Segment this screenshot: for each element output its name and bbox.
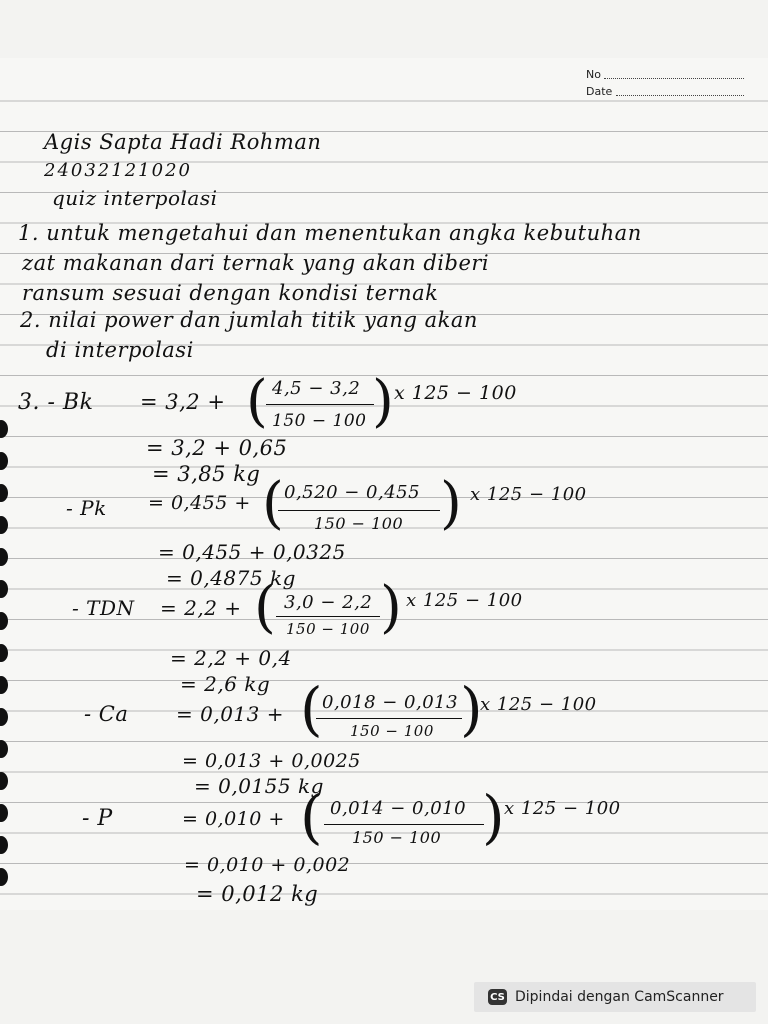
ca-numerator: 0,018 − 0,013: [322, 692, 459, 713]
tdn-label: - TDN: [72, 596, 135, 620]
p-step: = 0,010 + 0,002: [184, 854, 351, 876]
pk-open-paren: (: [262, 471, 284, 536]
scanner-text: Dipindai dengan CamScanner: [515, 989, 724, 1005]
answer-2-line-2: di interpolasi: [46, 338, 194, 362]
no-label: No: [586, 68, 601, 81]
ca-step: = 0,013 + 0,0025: [182, 750, 361, 772]
no-field-line: [604, 78, 744, 79]
pk-multiplier: x 125 − 100: [470, 484, 587, 505]
answer-2-line-1: 2. nilai power dan jumlah titik yang akan: [20, 308, 478, 332]
student-id: 24032121020: [44, 160, 192, 181]
tdn-result: = 2,6 kg: [180, 672, 271, 696]
bk-lhs: = 3,2 +: [140, 390, 226, 414]
date-label: Date: [586, 85, 613, 98]
bk-close-paren: ): [372, 369, 394, 434]
p-result: = 0,012 kg: [196, 882, 319, 906]
camscanner-watermark: [474, 982, 756, 1012]
tdn-multiplier: x 125 − 100: [406, 590, 523, 611]
pk-close-paren: ): [440, 471, 462, 536]
p-label: - P: [82, 806, 113, 831]
bk-label: 3. - Bk: [18, 390, 94, 415]
tdn-close-paren: ): [380, 575, 402, 640]
bk-step: = 3,2 + 0,65: [146, 436, 288, 460]
answer-1-line-2: zat makanan dari ternak yang akan diberi: [22, 251, 490, 275]
pk-denominator: 150 − 100: [314, 514, 404, 533]
bk-fraction-bar: [266, 404, 374, 405]
ca-lhs: = 0,013 +: [176, 702, 284, 726]
ca-open-paren: (: [300, 675, 323, 743]
bk-result: = 3,85 kg: [152, 462, 261, 486]
bk-multiplier: x 125 − 100: [394, 382, 517, 404]
pk-numerator: 0,520 − 0,455: [284, 482, 421, 503]
ca-label: - Ca: [84, 702, 129, 726]
quiz-title: quiz interpolasi: [52, 186, 218, 210]
pk-label: - Pk: [66, 496, 107, 520]
bk-denominator: 150 − 100: [272, 411, 367, 431]
ca-denominator: 150 − 100: [350, 722, 434, 740]
ca-result: = 0,0155 kg: [194, 774, 324, 798]
pk-lhs: = 0,455 +: [148, 492, 251, 514]
ca-close-paren: ): [460, 675, 483, 743]
p-open-paren: (: [300, 783, 323, 851]
pk-step: = 0,455 + 0,0325: [158, 540, 346, 564]
bk-numerator: 4,5 − 3,2: [272, 378, 361, 399]
ca-multiplier: x 125 − 100: [480, 694, 597, 715]
tdn-open-paren: (: [254, 575, 276, 640]
p-multiplier: x 125 − 100: [504, 798, 621, 819]
tdn-step: = 2,2 + 0,4: [170, 646, 292, 670]
tdn-denominator: 150 − 100: [286, 620, 370, 638]
tdn-numerator: 3,0 − 2,2: [284, 592, 373, 613]
tdn-fraction-bar: [276, 616, 380, 617]
ca-fraction-bar: [316, 718, 462, 719]
p-numerator: 0,014 − 0,010: [330, 798, 467, 819]
camscanner-logo-icon: CS: [488, 989, 507, 1005]
pk-fraction-bar: [278, 510, 440, 511]
date-field-line: [616, 95, 744, 96]
pk-result: = 0,4875 kg: [166, 566, 296, 590]
p-lhs: = 0,010 +: [182, 808, 285, 830]
p-close-paren: ): [482, 783, 505, 851]
answer-1-line-1: 1. untuk mengetahui dan menentukan angka kebutuhan: [18, 221, 642, 245]
student-name: Agis Sapta Hadi Rohman: [44, 130, 322, 154]
tdn-lhs: = 2,2 +: [160, 596, 242, 620]
p-denominator: 150 − 100: [352, 828, 442, 847]
answer-1-line-3: ransum sesuai dengan kondisi ternak: [22, 281, 439, 305]
bk-open-paren: (: [246, 369, 268, 434]
p-fraction-bar: [324, 824, 484, 825]
